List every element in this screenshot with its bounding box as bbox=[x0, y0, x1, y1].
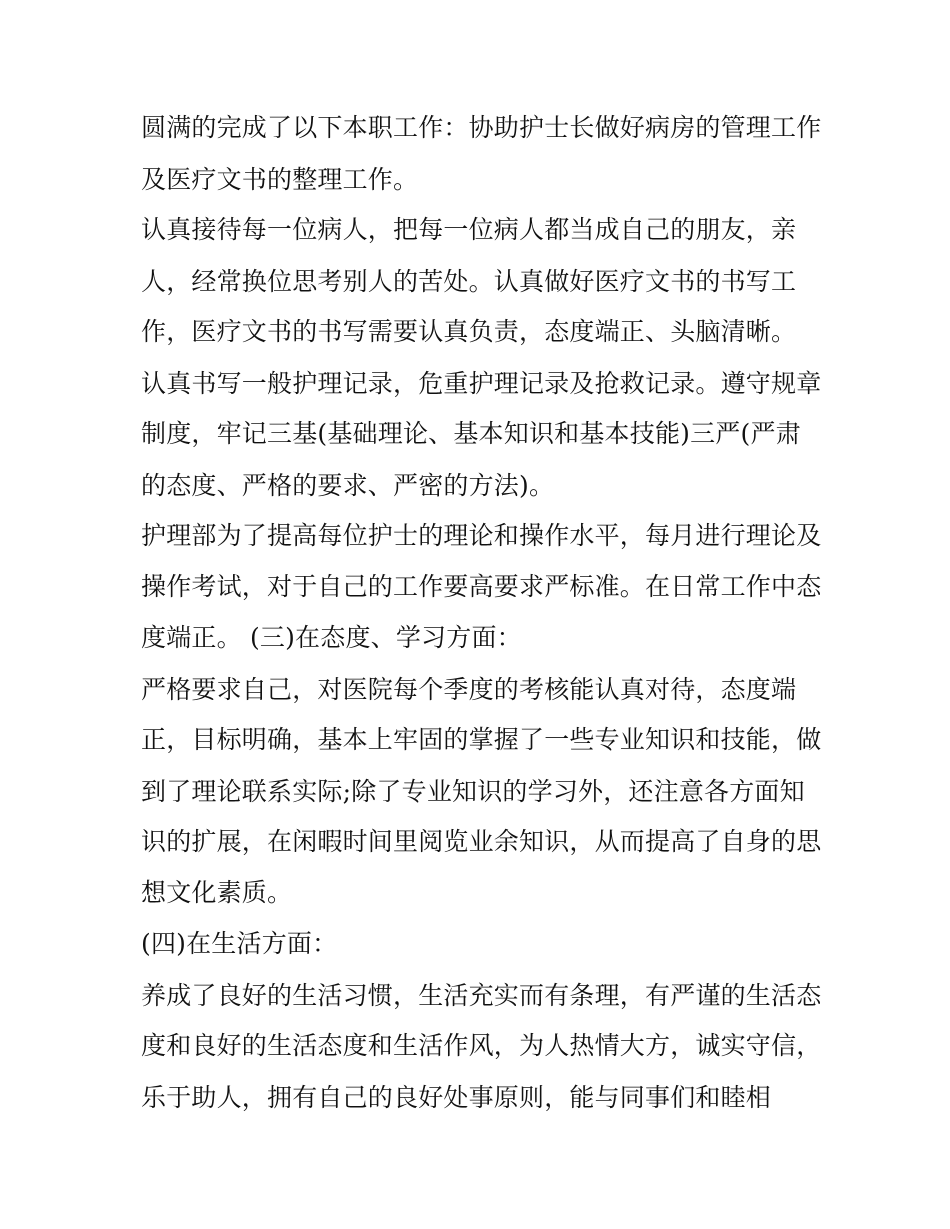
text-line: 及医疗文书的整理工作。 bbox=[141, 165, 419, 194]
text-line: 人，经常换位思考别人的苦处。认真做好医疗文书的书写工 bbox=[141, 267, 797, 296]
text-line: 正，目标明确，基本上牢固的掌握了一些专业知识和技能，做 bbox=[141, 725, 822, 754]
text-line: 度和良好的生活态度和生活作风，为人热情大方，诚实守信， bbox=[141, 1031, 822, 1060]
text-line: 乐于助人，拥有自己的良好处事原则，能与同事们和睦相 bbox=[141, 1083, 772, 1112]
text-line: (四)在生活方面： bbox=[141, 929, 338, 958]
text-line: 认真接待每一位病人，把每一位病人都当成自己的朋友，亲 bbox=[141, 215, 797, 244]
text-line: 圆满的完成了以下本职工作：协助护士长做好病房的管理工作 bbox=[141, 113, 822, 142]
text-line: 的态度、严格的要求、严密的方法)。 bbox=[141, 471, 555, 500]
text-line: 度端正。 (三)在态度、学习方面： bbox=[141, 623, 522, 652]
text-line: 养成了良好的生活习惯，生活充实而有条理，有严谨的生活态 bbox=[141, 981, 822, 1010]
text-line: 操作考试，对于自己的工作要高要求严标准。在日常工作中态 bbox=[141, 572, 822, 601]
text-line: 严格要求自己，对医院每个季度的考核能认真对待，态度端 bbox=[141, 675, 797, 704]
text-line: 护理部为了提高每位护士的理论和操作水平，每月进行理论及 bbox=[141, 521, 822, 550]
text-line: 识的扩展，在闲暇时间里阅览业余知识，从而提高了自身的思 bbox=[141, 827, 822, 856]
text-line: 到了理论联系实际;除了专业知识的学习外，还注意各方面知 bbox=[141, 777, 805, 806]
text-line: 作，医疗文书的书写需要认真负责，态度端正、头脑清晰。 bbox=[141, 317, 797, 346]
text-line: 想文化素质。 bbox=[141, 878, 293, 907]
text-line: 认真书写一般护理记录，危重护理记录及抢救记录。遵守规章 bbox=[141, 369, 822, 398]
text-line: 制度，牢记三基(基础理论、基本知识和基本技能)三严(严肃 bbox=[141, 419, 801, 448]
